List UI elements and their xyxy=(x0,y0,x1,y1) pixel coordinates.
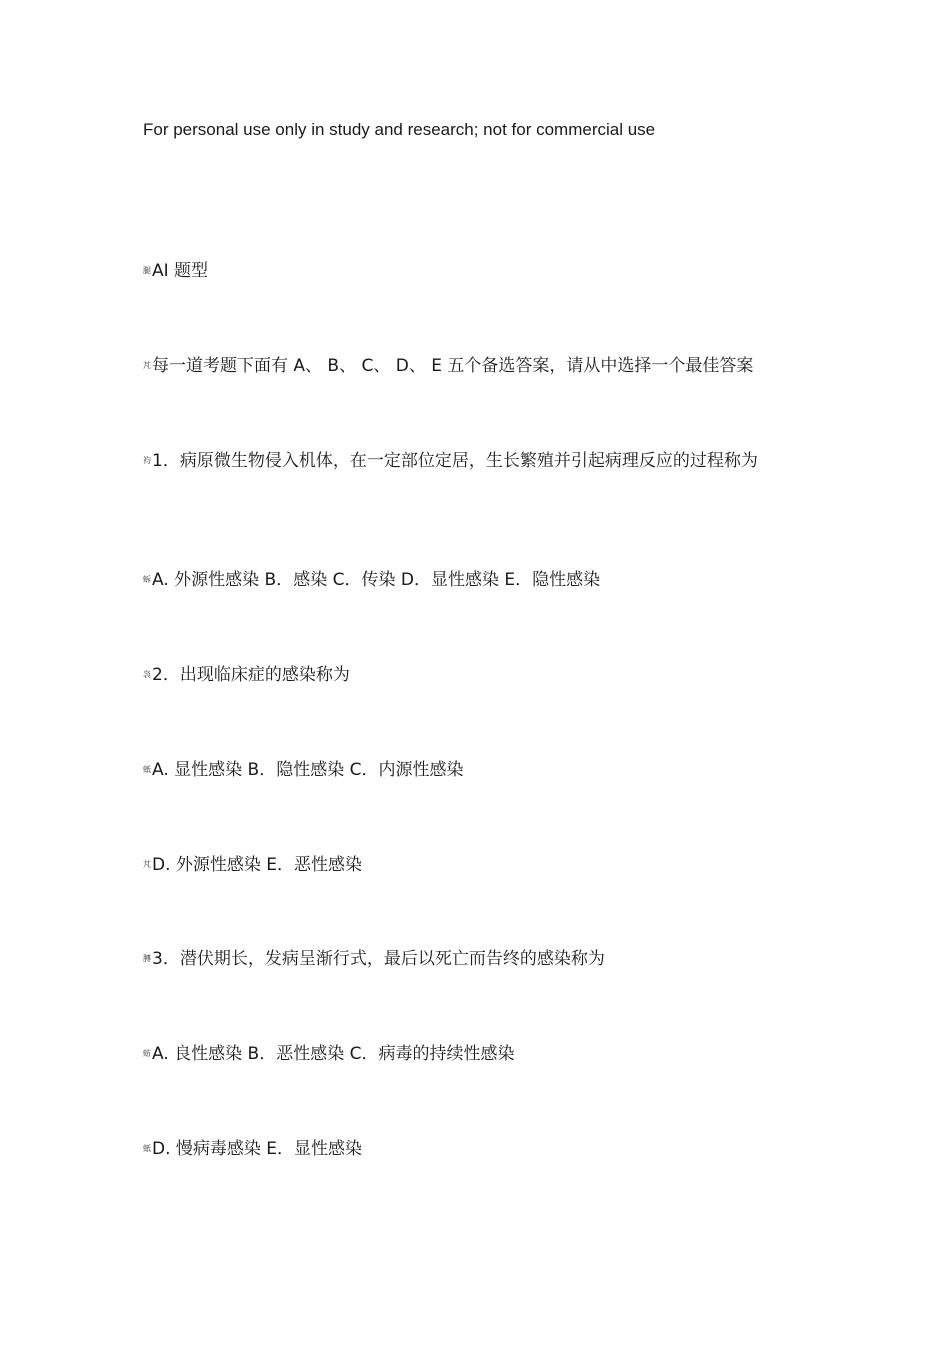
question-text: 1．病原微生物侵入机体，在一定部位定居，生长繁殖并引起病理反应的过程称为 xyxy=(152,451,758,471)
options-text: D. 慢病毒感染 E．显性感染 xyxy=(152,1139,363,1159)
question-text: 3．潜伏期长，发病呈渐行式，最后以死亡而告终的感染称为 xyxy=(152,949,605,969)
question-3-options-row-1 xyxy=(143,1041,783,1067)
line-marker: 芃 xyxy=(143,860,151,869)
options-text: A. 外源性感染 B．感染 C．传染 D．显性感染 E．隐性感染 xyxy=(152,570,601,590)
question-2 xyxy=(143,662,783,688)
question-3-options-row-2 xyxy=(143,1136,783,1162)
options-text: D. 外源性感染 E．恶性感染 xyxy=(152,855,363,875)
line-marker: 袅 xyxy=(143,670,151,679)
instructions xyxy=(143,353,783,379)
question-1 xyxy=(143,448,768,474)
question-3 xyxy=(143,946,783,972)
line-marker: 蚸 xyxy=(143,575,151,584)
instructions-text: 每一道考题下面有 A、 B、 C、 D、 E 五个备选答案，请从中选择一个最佳答案 xyxy=(152,356,754,376)
line-marker: 袀 xyxy=(143,456,151,465)
options-text: A. 良性感染 B．恶性感染 C．病毒的持续性感染 xyxy=(152,1044,515,1064)
question-text: 2．出现临床症的感染称为 xyxy=(152,665,350,685)
section-heading xyxy=(143,258,783,284)
usage-notice: For personal use only in study and research; not for commercial use xyxy=(143,120,656,139)
line-marker: 蚄 xyxy=(143,1049,151,1058)
line-marker: 蚔 xyxy=(143,765,151,774)
question-2-options-row-1 xyxy=(143,757,783,783)
line-marker: 蚔 xyxy=(143,1144,151,1153)
question-1-options xyxy=(143,567,783,593)
section-marker: 腿 xyxy=(143,266,151,275)
line-marker: 膞 xyxy=(143,954,151,963)
question-2-options-row-2 xyxy=(143,852,783,878)
instructions-marker: 芃 xyxy=(143,361,151,370)
options-text: A. 显性感染 B．隐性感染 C．内源性感染 xyxy=(152,760,464,780)
section-title: AI 题型 xyxy=(152,261,209,281)
